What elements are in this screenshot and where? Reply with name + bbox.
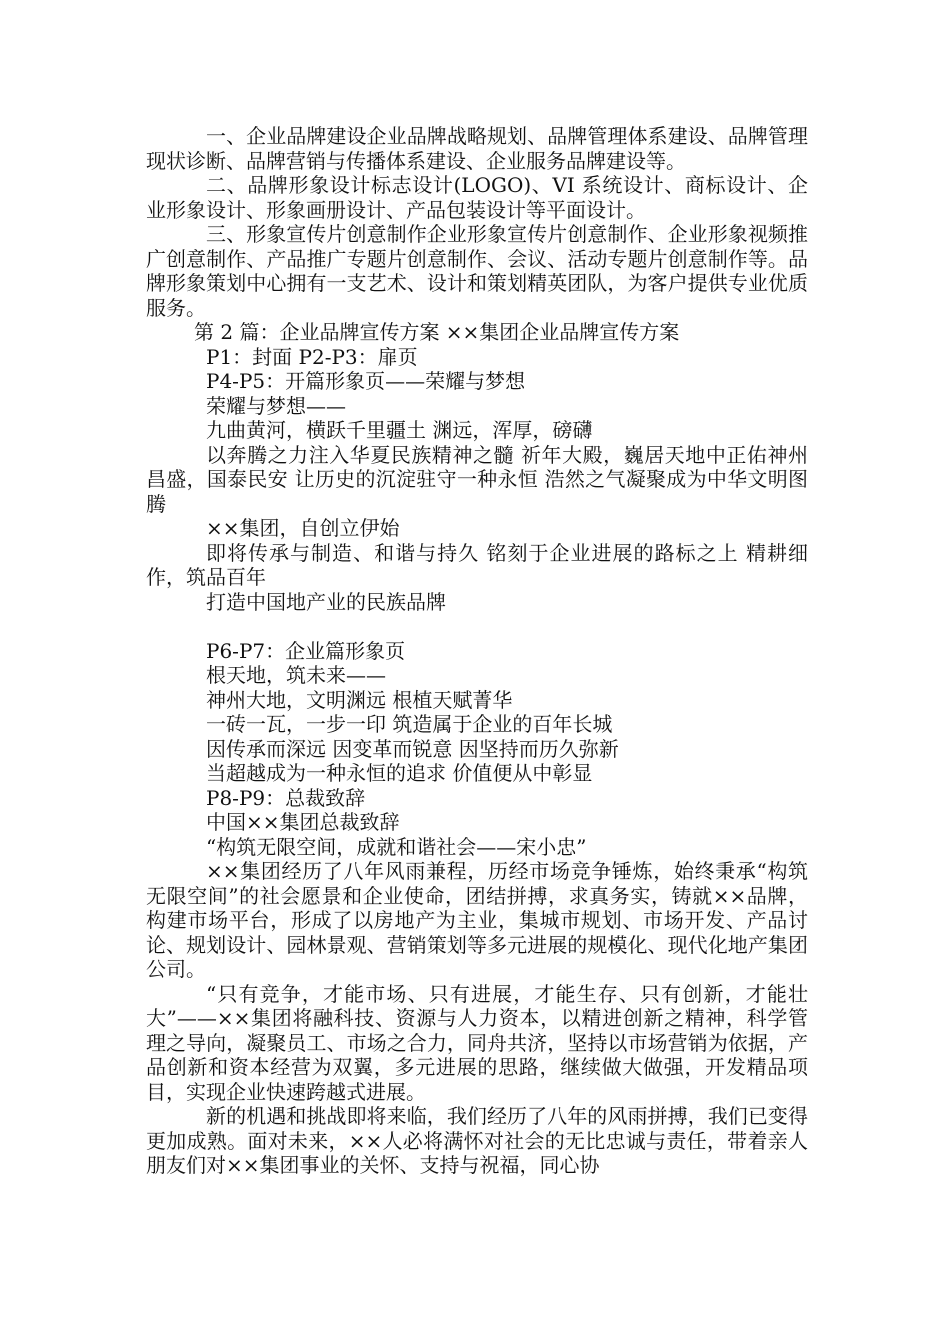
paragraph-brand-building: 一、企业品牌建设企业品牌战略规划、品牌管理体系建设、品牌管理现状诊断、品牌营销与传播体系建设、企业服务品牌建设等。 — [146, 124, 808, 173]
page-outline-line: P4-P5：开篇形象页——荣耀与梦想 — [206, 369, 526, 393]
text-line: ××集团，自创立伊始 — [206, 516, 400, 540]
text-line: 荣耀与梦想—— — [206, 393, 346, 418]
page-outline-line: P6-P7：企业篇形象页 — [206, 638, 406, 663]
text-line: 因传承而深远 因变革而锐意 因坚持而历久弥新 — [206, 736, 619, 761]
text-line: 一砖一瓦，一步一印 筑造属于企业的百年长城 — [206, 712, 613, 736]
document-body — [146, 124, 808, 1178]
text-line: 中国××集团总裁致辞 — [206, 810, 400, 834]
text-paragraph: 以奔腾之力注入华夏民族精神之髓 祈年大殿，巍居天地中正佑神州昌盛，国泰民安 让历史的沉淀驻守一种永恒 浩然之气凝聚成为中华文明图腾 — [146, 442, 808, 516]
text-paragraph: “只有竞争，才能市场、只有进展，才能生存、只有创新，才能壮大”——××集团将融科技、资源与人力资本，以精进创新之精神，科学管理之导向，凝聚员工、市场之合力，同舟共济，坚持以市场营销为依据，产品创新和资本经营为双翼，多元进展的思路，继续做大做强，开发精品项目，实现企业快速跨越式进展。 — [146, 981, 808, 1104]
page-outline-line: P1：封面 P2-P3：扉页 — [206, 344, 418, 369]
text-line: 神州大地，文明渊远 根植天赋菁华 — [206, 687, 513, 712]
section-heading: 第 2 篇：企业品牌宣传方案 ××集团企业品牌宣传方案 — [194, 320, 680, 344]
text-line: 根天地，筑未来—— — [206, 663, 386, 687]
text-line: 当超越成为一种永恒的追求 价值便从中彰显 — [206, 761, 593, 785]
text-line: 打造中国地产业的民族品牌 — [206, 589, 446, 614]
text-paragraph: ××集团经历了八年风雨兼程，历经市场竞争锤炼，始终秉承“构筑无限空间”的社会愿景和企业使命，团结拼搏，求真务实，铸就××品牌，构建市场平台，形成了以房地产为主业，集城市规划、市场开发、产品讨论、规划设计、园林景观、营销策划等多元进展的规模化、现代化地产集团公司。 — [146, 859, 808, 981]
blank-line — [146, 614, 808, 639]
page-outline-line: P8-P9：总裁致辞 — [206, 785, 366, 810]
paragraph-brand-image-design: 二、品牌形象设计标志设计(LOGO)、VI 系统设计、商标设计、企业形象设计、形象画册设计、产品包装设计等平面设计。 — [146, 173, 808, 222]
text-line: 九曲黄河，横跃千里疆土 渊远，浑厚，磅礴 — [206, 418, 593, 442]
text-paragraph: 即将传承与制造、和谐与持久 铭刻于企业进展的路标之上 精耕细作，筑品百年 — [146, 540, 808, 589]
paragraph-promo-video: 三、形象宣传片创意制作企业形象宣传片创意制作、企业形象视频推广创意制作、产品推广专题片创意制作、会议、活动专题片创意制作等。品牌形象策划中心拥有一支艺术、设计和策划精英团队，为客户提供专业优质服务。 — [146, 222, 808, 320]
quote-line: “构筑无限空间，成就和谐社会——宋小忠” — [206, 834, 587, 859]
text-paragraph: 新的机遇和挑战即将来临，我们经历了八年的风雨拼搏，我们已变得更加成熟。面对未来，××人必将满怀对社会的无比忠诚与责任，带着亲人朋友们对××集团事业的关怀、支持与祝福，同心协 — [146, 1104, 808, 1177]
